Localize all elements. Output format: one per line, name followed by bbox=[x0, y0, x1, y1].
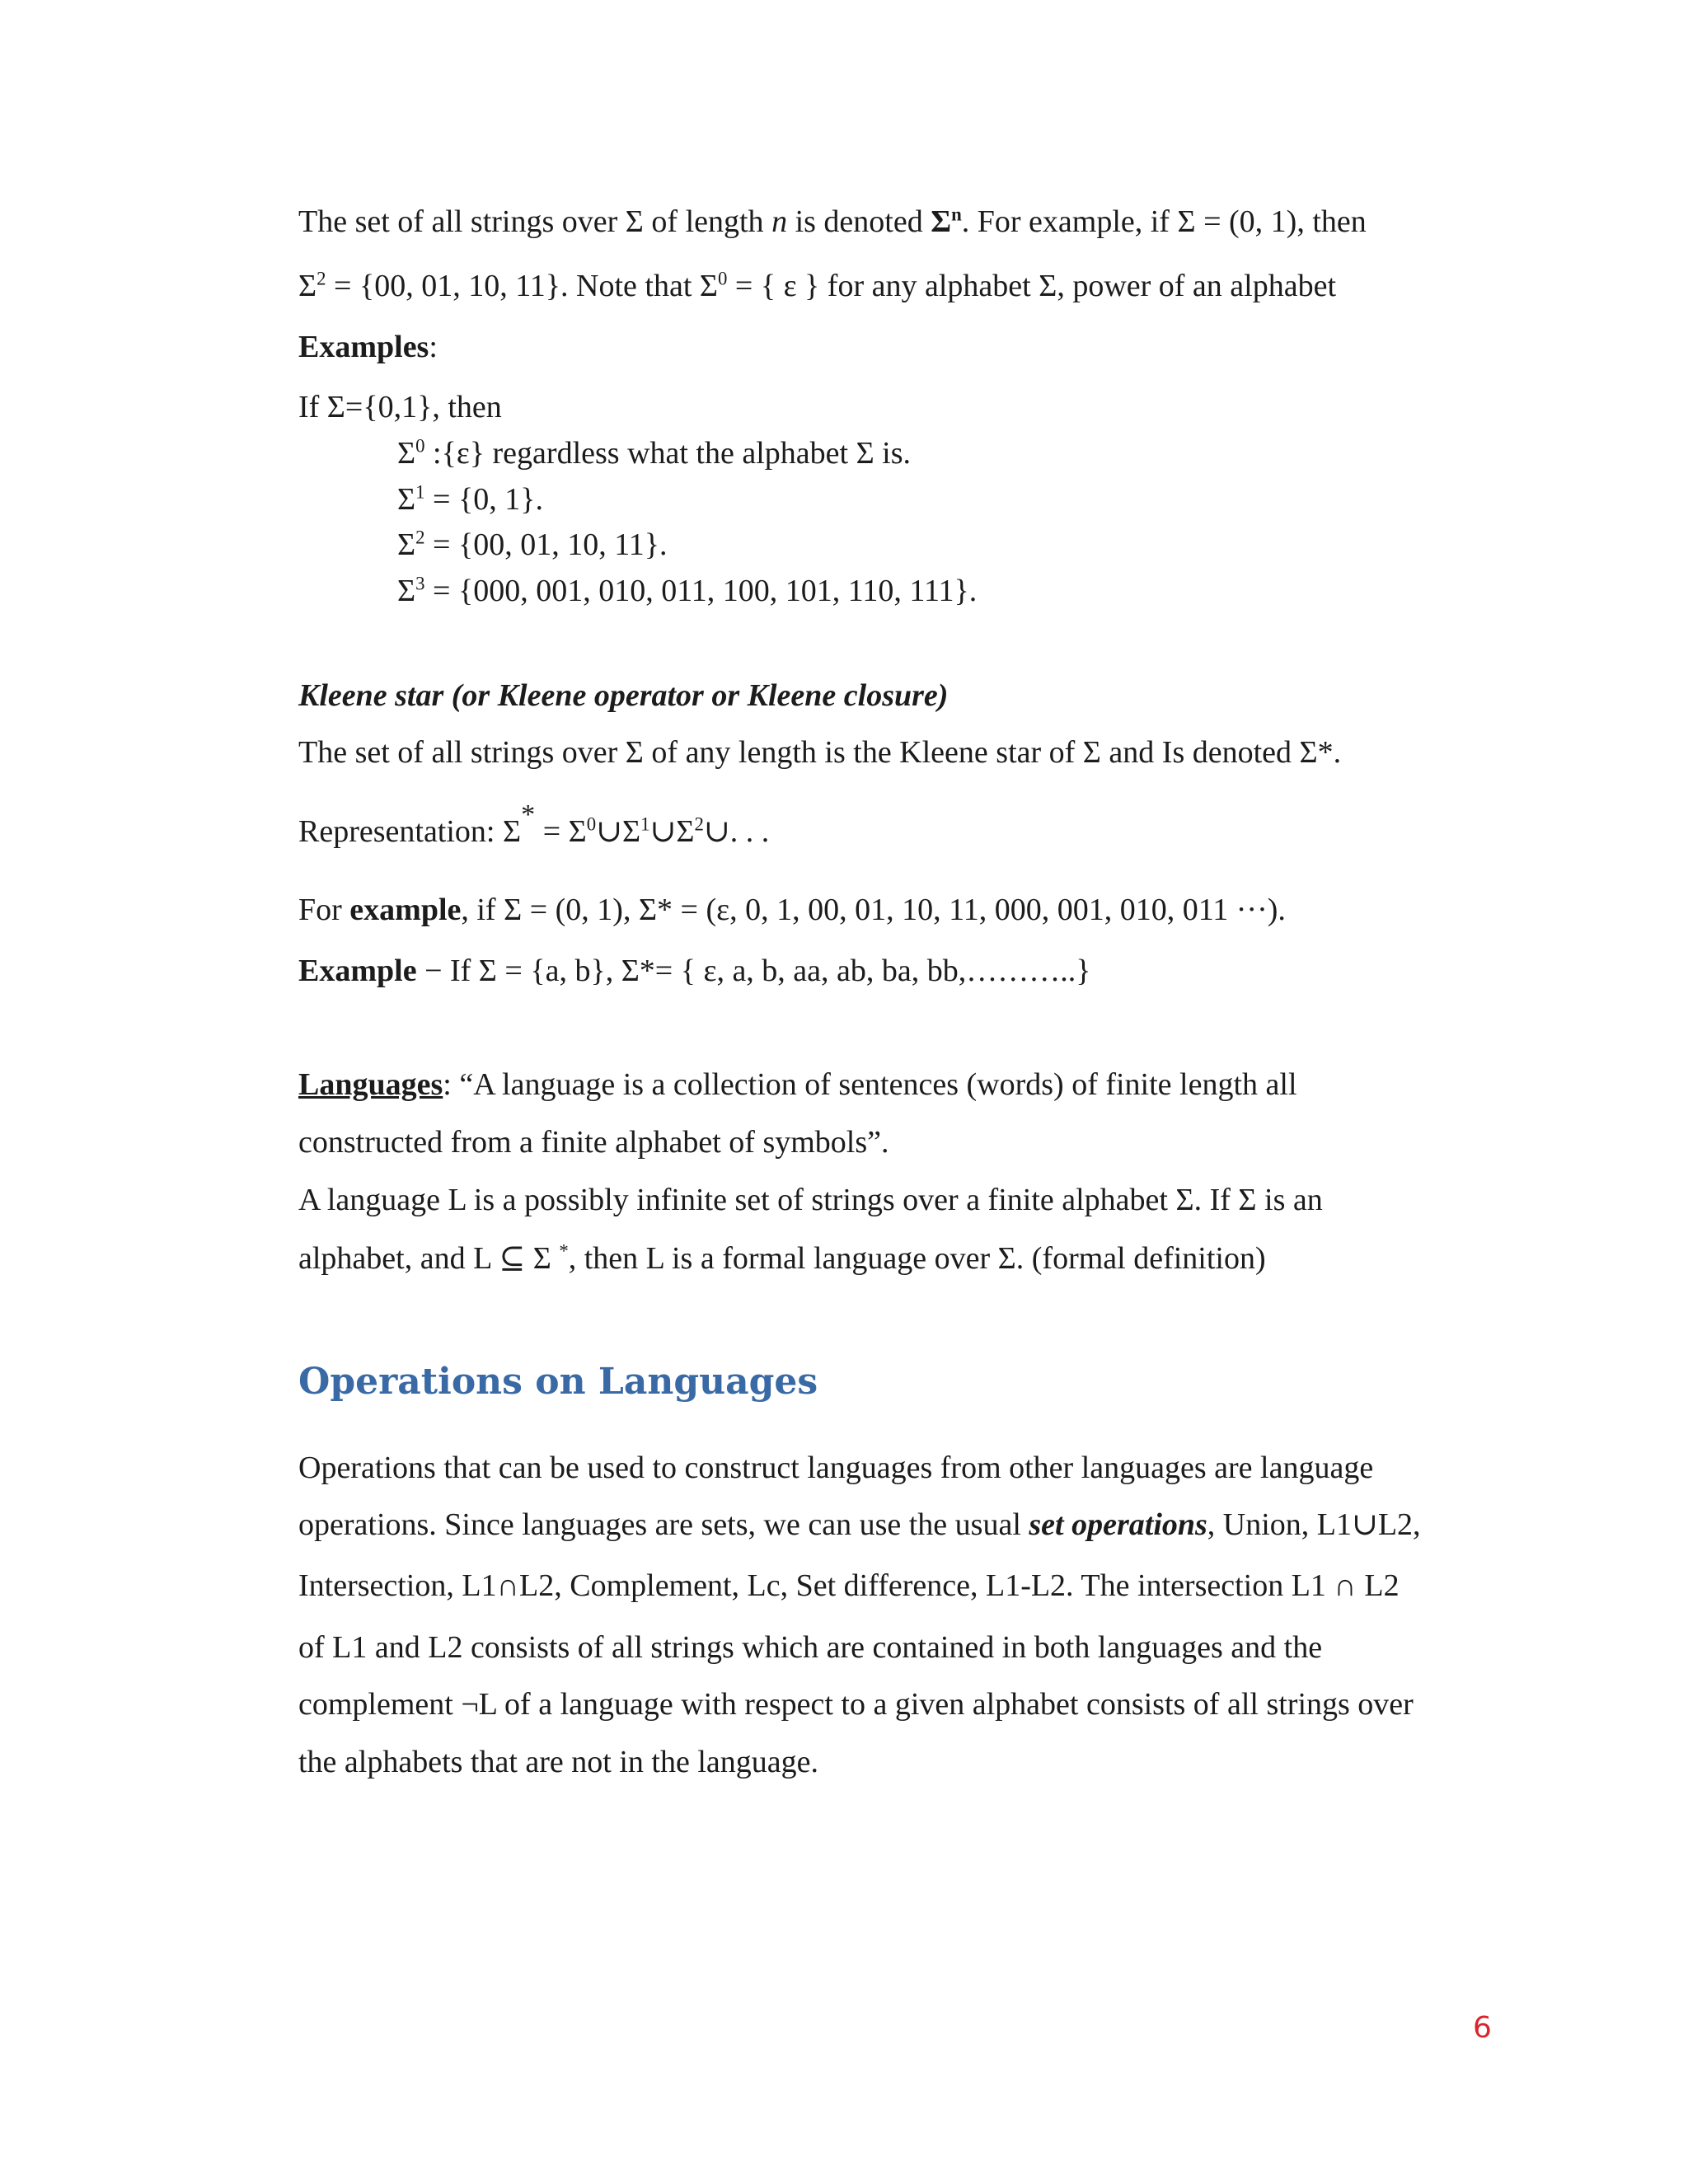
superscript: 2 bbox=[316, 268, 326, 289]
operations-line5: complement ¬L of a language with respect to a given alphabet consists of all strings over bbox=[298, 1687, 1414, 1722]
superscript: 2 bbox=[694, 813, 704, 835]
text: , if Σ = (0, 1), Σ* = (ε, 0, 1, 00, 01, 10, 11, 000, 001, 010, 011 ···). bbox=[461, 893, 1286, 927]
text: operations. Since languages are sets, we can use the usual bbox=[298, 1507, 1029, 1542]
operations-line3: Intersection, L1∩L2, Complement, Lc, Set difference, L1-L2. The intersection L1 ∩ L2 bbox=[298, 1568, 1400, 1603]
examples-intro: If Σ={0,1}, then bbox=[298, 390, 502, 424]
languages-label: Languages bbox=[298, 1067, 443, 1102]
examples-heading bbox=[298, 331, 438, 363]
example-line-sigma3 bbox=[397, 575, 977, 607]
superscript: n bbox=[951, 204, 962, 225]
languages-line2: constructed from a finite alphabet of symbols”. bbox=[298, 1125, 889, 1160]
star-superscript: * bbox=[521, 799, 536, 830]
superscript: * bbox=[559, 1240, 569, 1262]
sigma-symbol: Σ bbox=[699, 269, 719, 303]
superscript: 0 bbox=[586, 813, 597, 835]
text: ∪Σ bbox=[596, 814, 641, 849]
example-line-sigma2 bbox=[397, 529, 668, 560]
sigma-symbol: Σ bbox=[397, 527, 416, 562]
sigma-symbol: Σ bbox=[1177, 204, 1196, 239]
kleene-example-1 bbox=[298, 894, 1286, 926]
kleene-star-definition: The set of all strings over Σ of any length is the Kleene star of Σ and Is denoted Σ*. bbox=[298, 735, 1342, 770]
languages-line3: A language L is a possibly infinite set of strings over a finite alphabet Σ. If Σ is an bbox=[298, 1183, 1323, 1217]
text: = Σ bbox=[535, 814, 587, 849]
text: = {00, 01, 10, 11}. bbox=[424, 527, 668, 562]
sigma-symbol: Σ bbox=[1039, 269, 1057, 303]
text: , Union, L1∪L2, bbox=[1207, 1507, 1421, 1542]
text: − If Σ = {a, b}, Σ*= { ε, a, b, aa, ab, ba, bb,………..} bbox=[416, 954, 1091, 988]
bold-text: example bbox=[349, 893, 462, 927]
languages-line4 bbox=[298, 1240, 1266, 1276]
sigma-symbol: Σ bbox=[397, 482, 416, 517]
variable-n: n bbox=[771, 204, 788, 239]
text: of length bbox=[643, 204, 772, 239]
para-power-line2 bbox=[298, 270, 1336, 302]
text: = {00, 01, 10, 11}. Note that bbox=[326, 269, 700, 303]
operations-heading: Operations on Languages bbox=[298, 1361, 818, 1403]
text: , power of an alphabet bbox=[1057, 269, 1337, 303]
operations-line4: of L1 and L2 consists of all strings which are contained in both languages and the bbox=[298, 1630, 1323, 1665]
text: = {0, 1}. bbox=[424, 482, 543, 517]
superscript: 0 bbox=[718, 268, 728, 289]
text: :{ε} regardless what the alphabet Σ is. bbox=[424, 436, 912, 471]
operations-line6: the alphabets that are not in the language. bbox=[298, 1745, 818, 1779]
superscript: 0 bbox=[415, 435, 425, 457]
kleene-representation bbox=[298, 799, 770, 849]
text: is denoted bbox=[787, 204, 931, 239]
bold-text: Example bbox=[298, 954, 417, 988]
superscript: 1 bbox=[640, 813, 650, 835]
text: For bbox=[298, 893, 350, 927]
set-operations-emphasis: set operations bbox=[1029, 1507, 1207, 1542]
text: : “A language is a collection of sentences (words) of finite length all bbox=[443, 1067, 1297, 1102]
text: The set of all strings over bbox=[298, 204, 626, 239]
text: = (0, 1), then bbox=[1195, 204, 1367, 239]
para-power-line1 bbox=[298, 206, 1367, 237]
text: Representation: Σ bbox=[298, 814, 522, 849]
example-line-sigma1 bbox=[397, 481, 543, 517]
page-number: 6 bbox=[1473, 2011, 1492, 2045]
text: = { ε } for any alphabet bbox=[727, 269, 1039, 303]
sigma-symbol: Σ bbox=[298, 269, 317, 303]
kleene-star-title: Kleene star (or Kleene operator or Kleene closure) bbox=[298, 678, 949, 713]
text: ∪Σ bbox=[649, 814, 695, 849]
languages-line1 bbox=[298, 1069, 1297, 1100]
sigma-symbol: Σ bbox=[397, 574, 416, 608]
text: : bbox=[429, 330, 438, 364]
sigma-symbol: Σ bbox=[625, 204, 644, 239]
text: = {000, 001, 010, 011, 100, 101, 110, 111}. bbox=[424, 574, 978, 608]
operations-line1: Operations that can be used to construct languages from other languages are language bbox=[298, 1451, 1374, 1485]
sigma-symbol: Σ bbox=[397, 436, 416, 471]
heading-text: Examples bbox=[298, 330, 429, 364]
superscript: 2 bbox=[415, 527, 425, 548]
superscript: 1 bbox=[415, 481, 425, 503]
superscript: 3 bbox=[415, 573, 425, 594]
text: . For example, if bbox=[961, 204, 1178, 239]
text: alphabet, and L ⊆ Σ bbox=[298, 1241, 560, 1276]
text: , then L is a formal language over Σ. (formal definition) bbox=[568, 1241, 1266, 1276]
text: ∪. . . bbox=[703, 814, 770, 849]
kleene-example-2 bbox=[298, 955, 1091, 987]
example-line-sigma0 bbox=[397, 435, 912, 471]
sigma-symbol: Σ bbox=[931, 204, 952, 239]
operations-line2 bbox=[298, 1509, 1421, 1540]
